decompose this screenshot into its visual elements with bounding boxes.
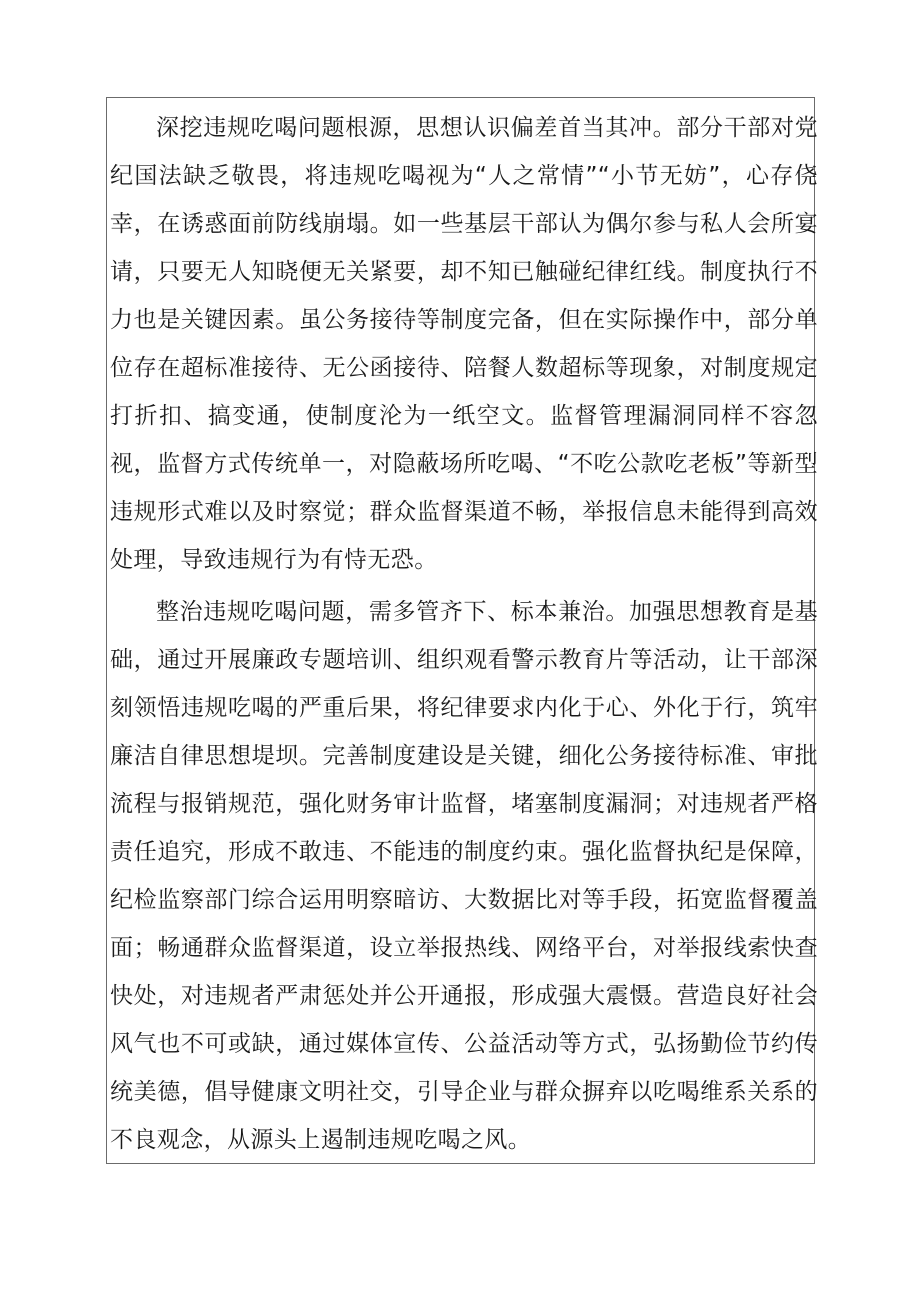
paragraph-root-causes: 深挖违规吃喝问题根源，思想认识偏差首当其冲。部分干部对党纪国法缺乏敬畏，将违规吃喝视为“人之常情”“小节无妨”，心存侥幸，在诱惑面前防线崩塌。如一些基层干部认为偶尔参与私人会所宴请，只要无人知晓便无关紧要，却不知已触碰纪律红线。制度执行不力也是关键因素。虽公务接待等制度完备，但在实际操作中，部分单位存在超标准接待、无公函接待、陪餐人数超标等现象，对制度规定打折扣、搞变通，使制度沦为一纸空文。监督管理漏洞同样不容忽视，监督方式传统单一，对隐蔽场所吃喝、“不吃公款吃老板”等新型违规形式难以及时察觉；群众监督渠道不畅，举报信息未能得到高效处理，导致违规行为有恃无恐。 <box>110 115 818 573</box>
paragraph-remedies: 整治违规吃喝问题，需多管齐下、标本兼治。加强思想教育是基础，通过开展廉政专题培训、组织观看警示教育片等活动，让干部深刻领悟违规吃喝的严重后果，将纪律要求内化于心、外化于行，筑牢廉洁自律思想堤坝。完善制度建设是关键，细化公务接待标准、审批流程与报销规范，强化财务审计监督，堵塞制度漏洞；对违规者严格责任追究，形成不敢违、不能违的制度约束。强化监督执纪是保障，纪检监察部门综合运用明察暗访、大数据比对等手段，拓宽监督覆盖面；畅通群众监督渠道，设立举报热线、网络平台，对举报线索快查快处，对违规者严肃惩处并公开通报，形成强大震慑。营造良好社会风气也不可或缺，通过媒体宣传、公益活动等方式，弘扬勤俭节约传统美德，倡导健康文明社交，引导企业与群众摒弃以吃喝维系关系的不良观念，从源头上遏制违规吃喝之风。 <box>110 599 818 1153</box>
document-body <box>110 104 818 1164</box>
